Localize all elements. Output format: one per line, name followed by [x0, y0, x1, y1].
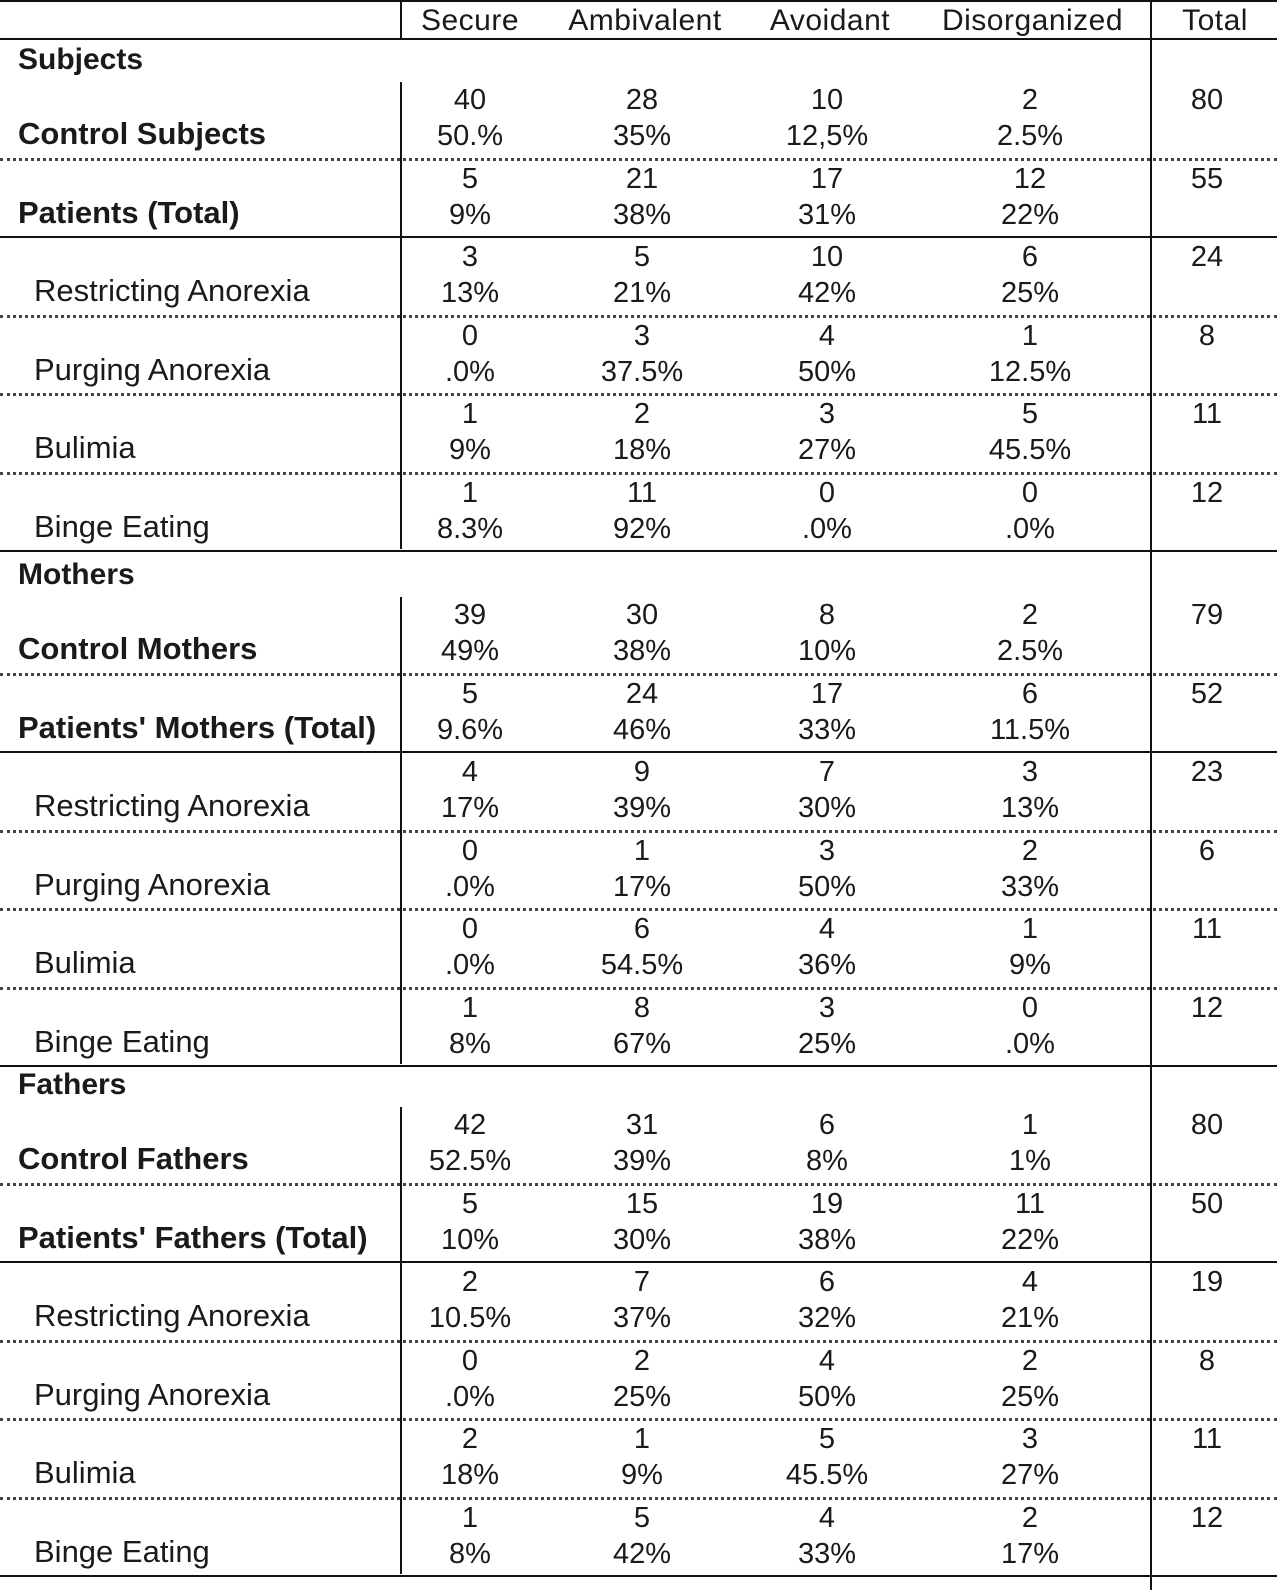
cell-count: 2 — [1021, 599, 1039, 631]
row-label: Purging Anorexia — [34, 1376, 271, 1412]
cell-count: 3 — [818, 991, 836, 1024]
cell-percent: .0% — [445, 1380, 495, 1413]
cell-count: 4 — [461, 756, 479, 788]
row-separator — [0, 751, 1277, 753]
cell-percent: .0% — [445, 949, 495, 981]
cell-count: 6 — [633, 913, 651, 945]
cell-count: 0 — [461, 913, 479, 945]
cell-count: 2 — [461, 1266, 479, 1298]
cell-percent: 22% — [1000, 1223, 1060, 1256]
cell-count: 4 — [818, 1501, 836, 1534]
cell-percent: 2.5% — [996, 120, 1064, 152]
cell-percent: 17% — [440, 792, 500, 824]
cell-count: 17 — [810, 162, 844, 195]
cell-count: 5 — [818, 1423, 836, 1455]
section-title: Fathers — [18, 1068, 127, 1101]
row-label: Restricting Anorexia — [34, 788, 310, 823]
cell-count: 1 — [461, 476, 479, 509]
cell-percent: 8.3% — [436, 512, 504, 545]
cell-count: 5 — [461, 162, 479, 195]
cell-count: 2 — [1021, 834, 1039, 867]
cell-percent: 2.5% — [996, 635, 1064, 667]
cell-count: 5 — [461, 677, 479, 710]
cell-percent: 27% — [797, 434, 857, 466]
row-label: Patients' Fathers (Total) — [18, 1219, 368, 1255]
cell-total: 50 — [1190, 1187, 1224, 1220]
cell-count: 5 — [461, 1187, 479, 1220]
row-label: Restricting Anorexia — [34, 273, 310, 308]
cell-percent: 22% — [1000, 198, 1060, 231]
cell-percent: 8% — [449, 1027, 491, 1060]
cell-percent: 38% — [612, 198, 672, 231]
cell-count: 10 — [810, 84, 844, 116]
cell-count: 2 — [633, 1344, 651, 1377]
table-header — [0, 0, 1277, 40]
cell-percent: 42% — [797, 277, 857, 309]
cell-percent: 25% — [797, 1027, 857, 1060]
cell-total: 12 — [1190, 476, 1224, 509]
cell-percent: 25% — [612, 1380, 672, 1413]
cell-count: 6 — [1021, 241, 1039, 273]
cell-total: 79 — [1190, 599, 1224, 631]
cell-percent: 9% — [621, 1459, 663, 1491]
cell-count: 1 — [1021, 319, 1039, 352]
cell-count: 2 — [1021, 84, 1039, 116]
cell-percent: .0% — [1005, 512, 1055, 545]
col-header-secure: Secure — [420, 4, 520, 37]
cell-count: 1 — [461, 398, 479, 430]
cell-count: 21 — [625, 162, 659, 195]
row-label: Patients' Mothers (Total) — [18, 709, 377, 745]
cell-percent: 25% — [1000, 277, 1060, 309]
cell-percent: 50% — [797, 870, 857, 903]
cell-total: 80 — [1190, 1109, 1224, 1141]
cell-count: 17 — [810, 677, 844, 710]
cell-percent: 39% — [612, 792, 672, 824]
cell-percent: 45.5% — [988, 434, 1072, 466]
row-label: Purging Anorexia — [34, 866, 271, 902]
cell-total: 8 — [1198, 319, 1216, 352]
row-label: Binge Eating — [34, 508, 210, 544]
cell-percent: .0% — [445, 355, 495, 388]
cell-total: 23 — [1190, 756, 1224, 788]
cell-count: 3 — [633, 319, 651, 352]
cell-percent: 18% — [440, 1459, 500, 1491]
cell-percent: 52.5% — [428, 1145, 512, 1177]
cell-count: 4 — [818, 1344, 836, 1377]
row-separator — [0, 1575, 1277, 1577]
cell-total: 12 — [1190, 991, 1224, 1024]
row-separator — [0, 1065, 1277, 1067]
cell-count: 2 — [633, 398, 651, 430]
cell-count: 3 — [461, 241, 479, 273]
section-title: Mothers — [18, 558, 135, 591]
col-header-avoidant: Avoidant — [769, 4, 891, 37]
cell-count: 1 — [461, 991, 479, 1024]
cell-percent: 18% — [612, 434, 672, 466]
cell-count: 0 — [461, 319, 479, 352]
cell-total: 52 — [1190, 677, 1224, 710]
cell-count: 42 — [453, 1109, 487, 1141]
cell-percent: 49% — [440, 635, 500, 667]
cell-count: 39 — [453, 599, 487, 631]
cell-percent: 21% — [1000, 1302, 1060, 1334]
section-title: Subjects — [18, 43, 144, 76]
cell-percent: .0% — [1005, 1027, 1055, 1060]
row-label: Bulimia — [34, 1455, 136, 1490]
cell-count: 8 — [633, 991, 651, 1024]
cell-count: 6 — [1021, 677, 1039, 710]
cell-count: 12 — [1013, 162, 1047, 195]
row-label: Bulimia — [34, 430, 136, 465]
cell-total: 11 — [1191, 1423, 1223, 1455]
cell-percent: 45.5% — [785, 1459, 869, 1491]
cell-total: 55 — [1190, 162, 1224, 195]
cell-count: 10 — [810, 241, 844, 273]
cell-total: 19 — [1190, 1266, 1224, 1298]
cell-percent: 12.5% — [988, 355, 1072, 388]
cell-count: 1 — [633, 834, 651, 867]
cell-percent: 39% — [612, 1145, 672, 1177]
cell-count: 6 — [818, 1266, 836, 1298]
cell-percent: 8% — [806, 1145, 848, 1177]
cell-percent: 35% — [612, 120, 672, 152]
cell-count: 0 — [1021, 991, 1039, 1024]
cell-count: 5 — [633, 241, 651, 273]
cell-percent: 54.5% — [600, 949, 684, 981]
cell-total: 11 — [1191, 398, 1223, 430]
cell-total: 11 — [1191, 913, 1223, 945]
cell-count: 3 — [1021, 1423, 1039, 1455]
cell-count: 1 — [461, 1501, 479, 1534]
cell-percent: 30% — [797, 792, 857, 824]
cell-percent: 30% — [612, 1223, 672, 1256]
cell-percent: 67% — [612, 1027, 672, 1060]
cell-percent: 50% — [797, 1380, 857, 1413]
cell-percent: 33% — [797, 713, 857, 746]
cell-count: 30 — [625, 599, 659, 631]
cell-count: 15 — [625, 1187, 659, 1220]
cell-percent: 50.% — [436, 120, 504, 152]
cell-total: 80 — [1190, 84, 1224, 116]
cell-percent: 10.5% — [428, 1302, 512, 1334]
cell-percent: .0% — [802, 512, 852, 545]
cell-count: 1 — [1021, 1109, 1039, 1141]
cell-count: 0 — [1021, 476, 1039, 509]
cell-percent: 13% — [1000, 792, 1060, 824]
cell-percent: 25% — [1000, 1380, 1060, 1413]
cell-count: 7 — [633, 1266, 651, 1298]
row-label: Control Subjects — [18, 116, 267, 151]
col-header-ambivalent: Ambivalent — [568, 4, 722, 37]
cell-percent: 50% — [797, 355, 857, 388]
cell-total: 12 — [1190, 1501, 1224, 1534]
divider-vertical — [400, 0, 402, 40]
cell-count: 8 — [818, 599, 836, 631]
cell-percent: 17% — [612, 870, 672, 903]
row-label: Bulimia — [34, 945, 136, 980]
cell-count: 3 — [1021, 756, 1039, 788]
row-label: Purging Anorexia — [34, 351, 271, 387]
row-separator — [0, 1261, 1277, 1263]
cell-count: 0 — [461, 834, 479, 867]
cell-percent: 11.5% — [989, 713, 1071, 746]
cell-percent: 46% — [612, 713, 672, 746]
cell-count: 2 — [1021, 1501, 1039, 1534]
row-label: Restricting Anorexia — [34, 1298, 310, 1333]
cell-percent: 9% — [449, 434, 491, 466]
row-label: Patients (Total) — [18, 194, 240, 230]
cell-count: 31 — [625, 1109, 659, 1141]
cell-percent: 10% — [797, 635, 857, 667]
col-header-total: Total — [1182, 4, 1248, 37]
cell-percent: 27% — [1000, 1459, 1060, 1491]
cell-percent: 1% — [1009, 1145, 1051, 1177]
cell-count: 5 — [1021, 398, 1039, 430]
cell-total: 6 — [1198, 834, 1216, 867]
cell-percent: 33% — [797, 1537, 857, 1570]
cell-percent: 9.6% — [436, 713, 504, 746]
row-separator — [0, 236, 1277, 238]
cell-percent: 21% — [612, 277, 672, 309]
cell-percent: 8% — [449, 1537, 491, 1570]
cell-count: 19 — [810, 1187, 844, 1220]
cell-count: 4 — [818, 913, 836, 945]
cell-count: 11 — [626, 476, 658, 509]
cell-count: 24 — [625, 677, 659, 710]
cell-percent: 38% — [612, 635, 672, 667]
cell-count: 7 — [818, 756, 836, 788]
cell-percent: 17% — [1000, 1537, 1060, 1570]
cell-count: 0 — [818, 476, 836, 509]
cell-percent: 42% — [612, 1537, 672, 1570]
cell-count: 1 — [633, 1423, 651, 1455]
cell-count: 4 — [818, 319, 836, 352]
cell-count: 9 — [633, 756, 651, 788]
cell-count: 5 — [633, 1501, 651, 1534]
cell-percent: 13% — [440, 277, 500, 309]
row-label: Control Fathers — [18, 1141, 249, 1176]
cell-percent: 33% — [1000, 870, 1060, 903]
cell-percent: 9% — [449, 198, 491, 231]
cell-count: 11 — [1014, 1187, 1046, 1220]
cell-count: 6 — [818, 1109, 836, 1141]
cell-total: 24 — [1190, 241, 1224, 273]
cell-percent: .0% — [445, 870, 495, 903]
cell-total: 8 — [1198, 1344, 1216, 1377]
row-label: Binge Eating — [34, 1533, 210, 1569]
cell-count: 2 — [1021, 1344, 1039, 1377]
cell-percent: 92% — [612, 512, 672, 545]
cell-count: 2 — [461, 1423, 479, 1455]
cell-count: 4 — [1021, 1266, 1039, 1298]
cell-percent: 10% — [440, 1223, 500, 1256]
row-separator — [0, 550, 1277, 552]
cell-count: 3 — [818, 398, 836, 430]
cell-count: 3 — [818, 834, 836, 867]
cell-count: 1 — [1021, 913, 1039, 945]
cell-count: 40 — [453, 84, 487, 116]
cell-count: 0 — [461, 1344, 479, 1377]
cell-count: 28 — [625, 84, 659, 116]
col-header-disorganized: Disorganized — [941, 4, 1124, 37]
cell-percent: 38% — [797, 1223, 857, 1256]
row-label: Binge Eating — [34, 1023, 210, 1059]
cell-percent: 12,5% — [785, 120, 869, 152]
cell-percent: 9% — [1009, 949, 1051, 981]
cell-percent: 32% — [797, 1302, 857, 1334]
cell-percent: 37% — [612, 1302, 672, 1334]
cell-percent: 36% — [797, 949, 857, 981]
cell-percent: 31% — [797, 198, 857, 231]
cell-percent: 37.5% — [600, 355, 684, 388]
row-label: Control Mothers — [18, 631, 258, 666]
